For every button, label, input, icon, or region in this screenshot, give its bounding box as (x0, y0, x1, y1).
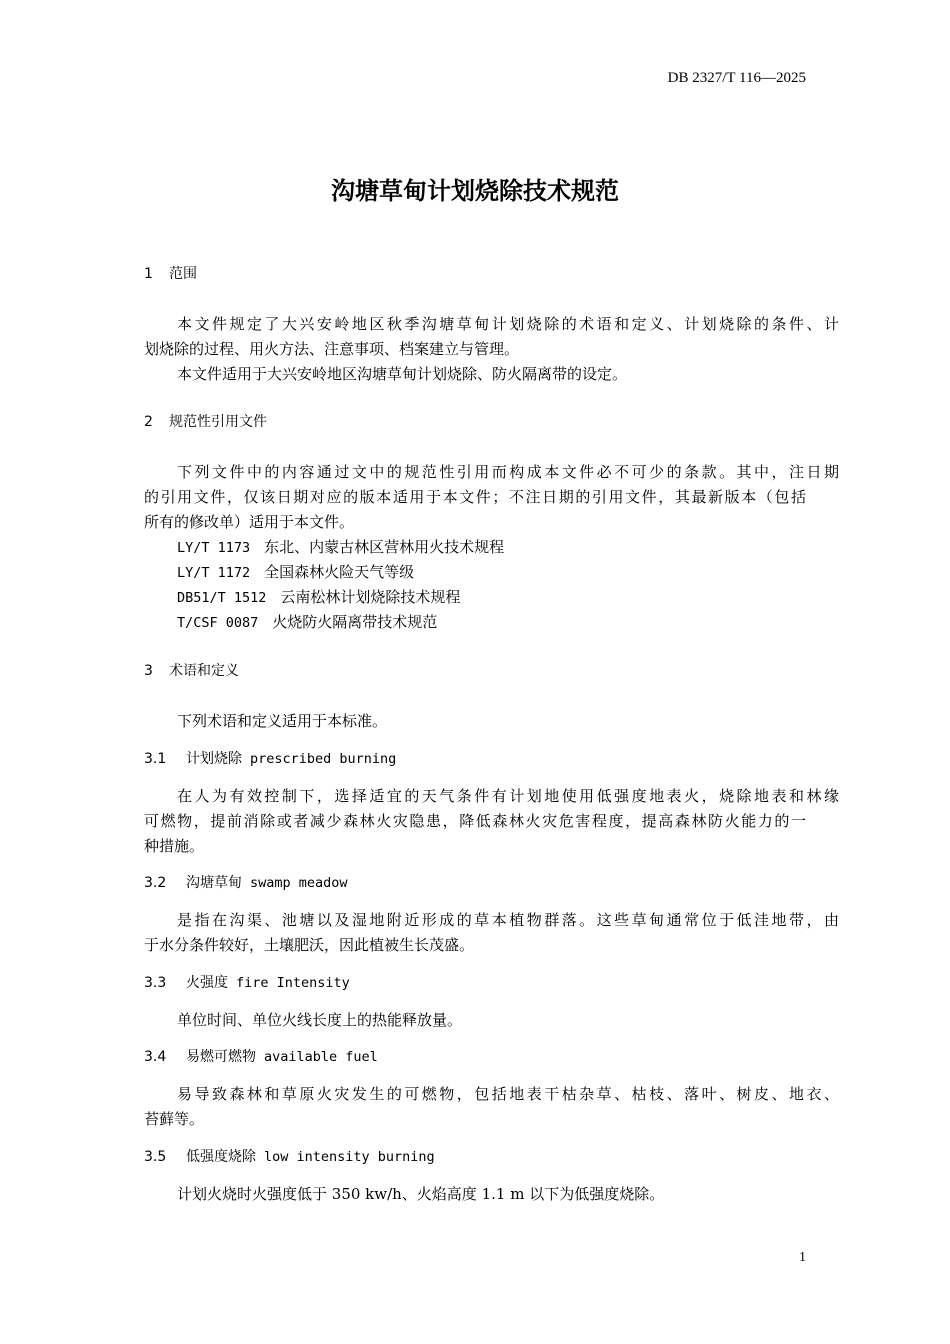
reference-item (144, 610, 839, 636)
term-english: available fuel (264, 1049, 378, 1065)
paragraph-line: 所有的修改单）适用于本文件。 (144, 513, 355, 531)
paragraph-line: 下列文件中的内容通过文中的规范性引用而构成本文件必不可少的条款。其中，注日期 (177, 463, 839, 481)
term-heading-prescribed-burning (144, 749, 806, 769)
term-number: 3.3 (144, 975, 167, 991)
reference-code: LY/T 1172 (177, 565, 251, 581)
reference-item (144, 585, 839, 611)
reference-item (144, 535, 839, 561)
document-code: DB 2327/T 116—2025 (667, 70, 806, 86)
term-chinese: 低强度烧除 (186, 1149, 256, 1165)
term-heading-fire-intensity (144, 973, 806, 993)
document-title: 沟塘草甸计划烧除技术规范 (331, 177, 619, 205)
term-chinese: 计划烧除 (186, 751, 242, 767)
section-number: 3 (144, 663, 153, 679)
term-heading-swamp-meadow (144, 873, 806, 893)
term-chinese: 易燃可燃物 (186, 1049, 256, 1065)
term-english: low intensity burning (264, 1149, 435, 1165)
section-title: 术语和定义 (169, 663, 239, 679)
paragraph-line: 于水分条件较好，土壤肥沃，因此植被生长茂盛。 (144, 936, 475, 954)
reference-code: T/CSF 0087 (177, 615, 259, 631)
section-title: 范围 (169, 266, 197, 282)
term-chinese: 火强度 (186, 975, 228, 991)
paragraph-line: 苔藓等。 (144, 1110, 205, 1128)
term-number: 3.4 (144, 1049, 167, 1065)
section-heading-scope (144, 264, 806, 284)
paragraph-line: 计划火烧时火强度低于 350 kw/h、火焰高度 1.1 m 以下为低强度烧除。 (177, 1185, 665, 1203)
paragraph-line: 下列术语和定义适用于本标准。 (177, 712, 388, 730)
term-number: 3.2 (144, 875, 167, 891)
section-number: 2 (144, 414, 153, 430)
page-number: 1 (799, 1250, 806, 1265)
paragraph-line: 本文件规定了大兴安岭地区秋季沟塘草甸计划烧除的术语和定义、计划烧除的条件、计 (177, 315, 839, 333)
section-title: 规范性引用文件 (169, 414, 267, 430)
paragraph-line: 单位时间、单位火线长度上的热能释放量。 (177, 1011, 463, 1029)
term-chinese: 沟塘草甸 (186, 875, 242, 891)
reference-code: DB51/T 1512 (177, 590, 267, 606)
term-heading-low-intensity-burning (144, 1147, 806, 1167)
paragraph-line: 本文件适用于大兴安岭地区沟塘草甸计划烧除、防火隔离带的设定。 (177, 365, 628, 383)
reference-code: LY/T 1173 (177, 540, 251, 556)
term-heading-available-fuel (144, 1047, 806, 1067)
reference-title: 火烧防火隔离带技术规范 (272, 613, 438, 631)
term-english: swamp meadow (250, 875, 348, 891)
paragraph-line: 的引用文件，仅该日期对应的版本适用于本文件；不注日期的引用文件，其最新版本（包括 (144, 488, 806, 506)
section-number: 1 (144, 266, 153, 282)
paragraph-line: 种措施。 (144, 837, 205, 855)
section-heading-terms-definitions (144, 661, 806, 681)
paragraph-line: 在人为有效控制下，选择适宜的天气条件有计划地使用低强度地表火，烧除地表和林缘 (177, 787, 839, 805)
term-english: fire Intensity (236, 975, 350, 991)
paragraph-line: 是指在沟渠、池塘以及湿地附近形成的草本植物群落。这些草甸通常位于低洼地带，由 (177, 911, 839, 929)
paragraph-line: 可燃物，提前消除或者减少森林火灾隐患，降低森林火灾危害程度，提高森林防火能力的一 (144, 812, 806, 830)
paragraph-line: 划烧除的过程、用火方法、注意事项、档案建立与管理。 (144, 340, 520, 358)
reference-title: 全国森林火险天气等级 (264, 563, 415, 581)
term-number: 3.5 (144, 1149, 167, 1165)
term-number: 3.1 (144, 751, 167, 767)
paragraph-line: 易导致森林和草原火灾发生的可燃物，包括地表干枯杂草、枯枝、落叶、树皮、地衣、 (177, 1085, 839, 1103)
section-heading-normative-references (144, 412, 806, 432)
reference-title: 东北、内蒙古林区营林用火技术规程 (264, 538, 505, 556)
reference-item (144, 560, 839, 586)
reference-title: 云南松林计划烧除技术规程 (280, 588, 461, 606)
term-english: prescribed burning (250, 751, 397, 767)
